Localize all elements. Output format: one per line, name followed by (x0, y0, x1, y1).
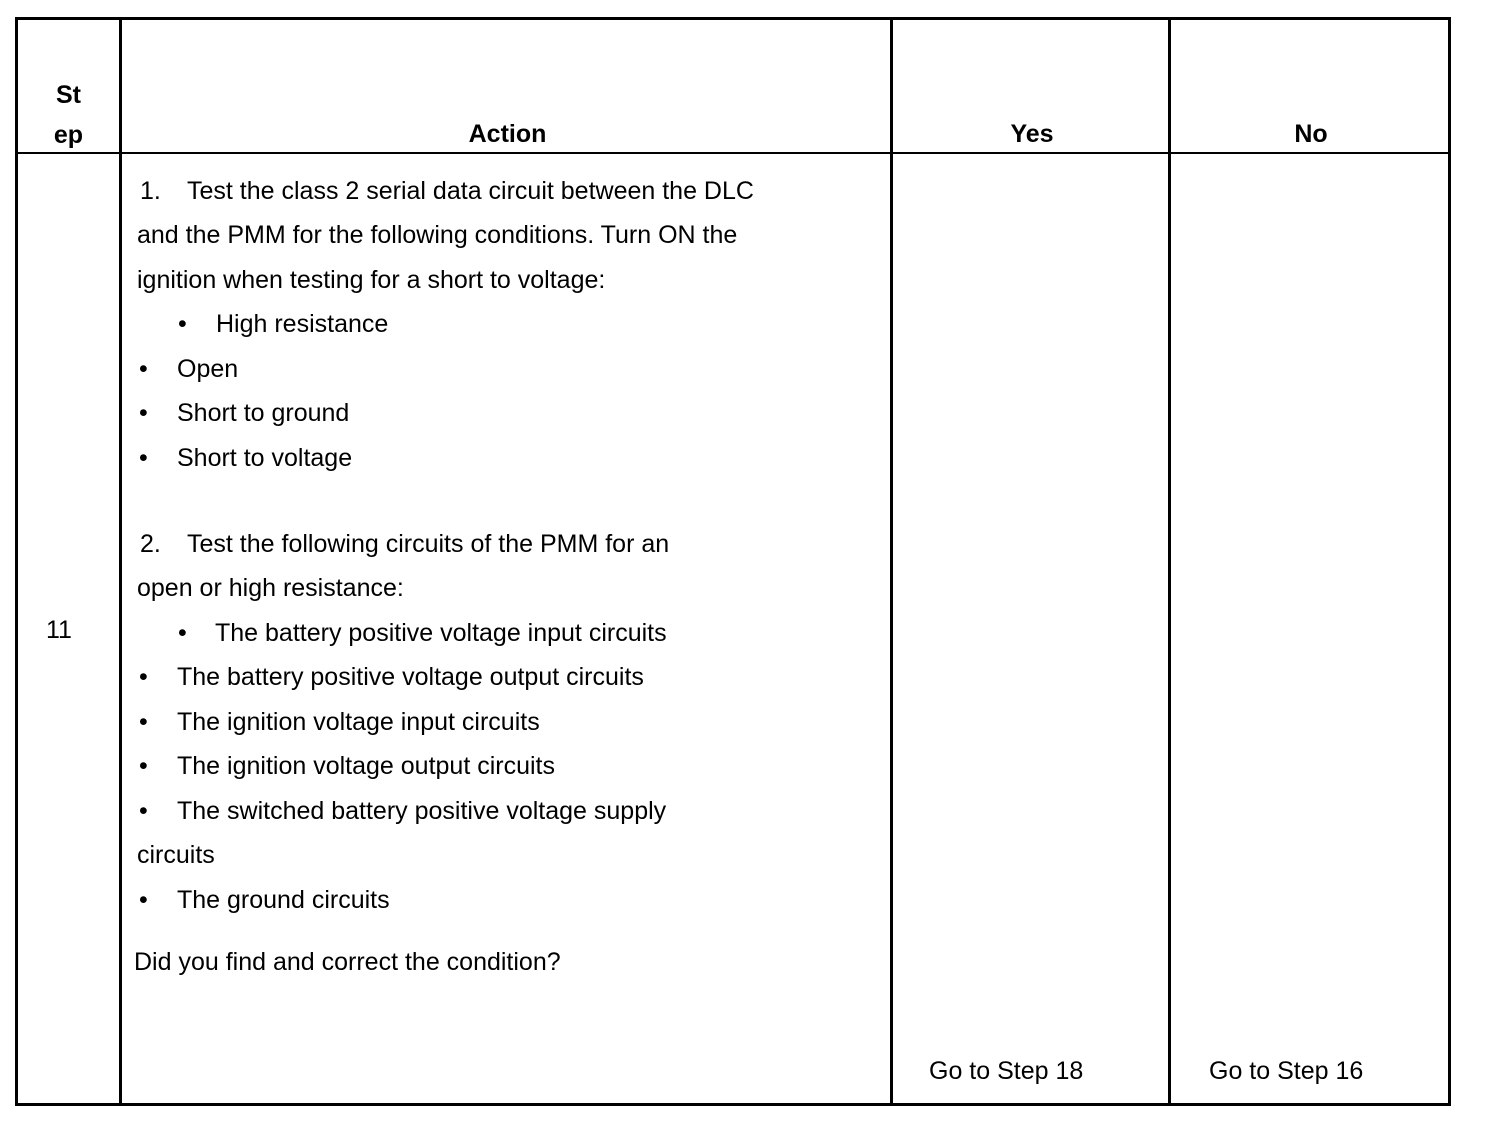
action-text-line: Test the following circuits of the PMM for an (187, 530, 670, 558)
list-item: The ignition voltage output circuits (177, 752, 555, 780)
bullet-icon: • (139, 355, 148, 383)
yes-outcome: Go to Step 18 (929, 1057, 1084, 1085)
list-item: Open (177, 355, 239, 383)
action-text-line: open or high resistance: (137, 574, 404, 602)
column-divider-step (119, 20, 122, 1103)
bullet-icon: • (178, 310, 187, 338)
bullet-icon: • (139, 399, 148, 427)
item-number: 2. (140, 530, 161, 558)
list-item-continuation: circuits (137, 841, 215, 869)
bullet-icon: • (178, 619, 187, 647)
action-text-line: ignition when testing for a short to voltage: (137, 266, 606, 294)
no-outcome: Go to Step 16 (1209, 1057, 1364, 1085)
item-number: 1. (140, 177, 161, 205)
column-divider-yes (1168, 20, 1171, 1103)
action-text-line: and the PMM for the following conditions. Turn ON the (137, 221, 738, 249)
list-item: The battery positive voltage output circuits (177, 663, 644, 691)
header-no: No (1294, 120, 1328, 148)
header-step: St ep (53, 81, 84, 149)
list-item: The ground circuits (177, 886, 390, 914)
column-divider-action (890, 20, 893, 1103)
bullet-icon: • (139, 797, 148, 825)
bullet-icon: • (139, 444, 148, 472)
list-item: The switched battery positive voltage supply (177, 797, 667, 825)
step-number: 11 (46, 616, 72, 644)
bullet-icon: • (139, 752, 148, 780)
bullet-icon: • (139, 663, 148, 691)
list-item: The ignition voltage input circuits (177, 708, 540, 736)
list-item: Short to ground (177, 399, 350, 427)
list-item: Short to voltage (177, 444, 353, 472)
header-yes: Yes (1010, 120, 1054, 148)
list-item: The battery positive voltage input circuits (215, 619, 667, 647)
action-question: Did you find and correct the condition? (134, 948, 561, 976)
bullet-icon: • (139, 708, 148, 736)
header-action: Action (468, 120, 547, 148)
action-text-line: Test the class 2 serial data circuit between the DLC (187, 177, 754, 205)
diagnostic-table (15, 17, 1451, 1106)
bullet-icon: • (139, 886, 148, 914)
list-item: High resistance (216, 310, 389, 338)
